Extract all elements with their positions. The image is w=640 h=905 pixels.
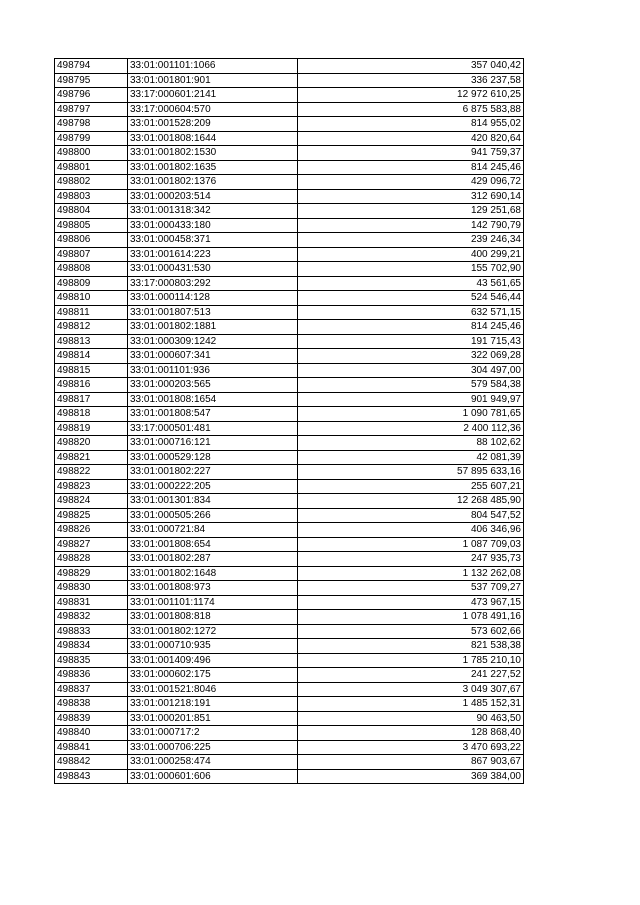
- cadastral-number-cell: 33:17:000501:481: [128, 421, 298, 436]
- cadastral-value-cell: 2 400 112,36: [298, 421, 524, 436]
- cadastral-number-cell: 33:01:000433:180: [128, 218, 298, 233]
- table-row: [55, 320, 524, 335]
- cadastral-number-cell: 33:01:000309:1242: [128, 334, 298, 349]
- row-id-cell: 498801: [55, 160, 128, 175]
- cadastral-number-cell: 33:01:000602:175: [128, 668, 298, 683]
- row-id-cell: 498814: [55, 349, 128, 364]
- cadastral-value-cell: 1 785 210,10: [298, 653, 524, 668]
- table-row: [55, 146, 524, 161]
- cadastral-value-cell: 429 096,72: [298, 175, 524, 190]
- cadastral-number-cell: 33:01:000203:565: [128, 378, 298, 393]
- cadastral-value-cell: 804 547,52: [298, 508, 524, 523]
- table-row: [55, 537, 524, 552]
- cadastral-number-cell: 33:01:001808:654: [128, 537, 298, 552]
- row-id-cell: 498840: [55, 726, 128, 741]
- row-id-cell: 498821: [55, 450, 128, 465]
- table-row: [55, 740, 524, 755]
- cadastral-value-cell: 814 245,46: [298, 160, 524, 175]
- row-id-cell: 498835: [55, 653, 128, 668]
- cadastral-number-cell: 33:17:000803:292: [128, 276, 298, 291]
- row-id-cell: 498798: [55, 117, 128, 132]
- table-row: [55, 436, 524, 451]
- cadastral-value-cell: 304 497,00: [298, 363, 524, 378]
- row-id-cell: 498823: [55, 479, 128, 494]
- cadastral-number-cell: 33:01:000716:121: [128, 436, 298, 451]
- row-id-cell: 498811: [55, 305, 128, 320]
- table-row: [55, 639, 524, 654]
- cadastral-value-cell: 43 561,65: [298, 276, 524, 291]
- row-id-cell: 498841: [55, 740, 128, 755]
- cadastral-value-cell: 632 571,15: [298, 305, 524, 320]
- row-id-cell: 498834: [55, 639, 128, 654]
- cadastral-value-cell: 191 715,43: [298, 334, 524, 349]
- cadastral-number-cell: 33:01:000607:341: [128, 349, 298, 364]
- row-id-cell: 498825: [55, 508, 128, 523]
- cadastral-value-cell: 524 546,44: [298, 291, 524, 306]
- cadastral-number-cell: 33:17:000601:2141: [128, 88, 298, 103]
- cadastral-value-cell: 336 237,58: [298, 73, 524, 88]
- table-row: [55, 117, 524, 132]
- cadastral-number-cell: 33:01:000601:606: [128, 769, 298, 784]
- row-id-cell: 498819: [55, 421, 128, 436]
- table-row: [55, 479, 524, 494]
- cadastral-number-cell: 33:01:001802:1648: [128, 566, 298, 581]
- row-id-cell: 498832: [55, 610, 128, 625]
- table-row: [55, 247, 524, 262]
- table-row: [55, 508, 524, 523]
- table-row: [55, 189, 524, 204]
- cadastral-number-cell: 33:01:000258:474: [128, 755, 298, 770]
- row-id-cell: 498816: [55, 378, 128, 393]
- table-row: [55, 450, 524, 465]
- table-body: [55, 59, 524, 784]
- cadastral-value-cell: 241 227,52: [298, 668, 524, 683]
- cadastral-number-cell: 33:01:000710:935: [128, 639, 298, 654]
- cadastral-value-cell: 12 268 485,90: [298, 494, 524, 509]
- row-id-cell: 498796: [55, 88, 128, 103]
- cadastral-number-cell: 33:01:000529:128: [128, 450, 298, 465]
- cadastral-value-cell: 12 972 610,25: [298, 88, 524, 103]
- cadastral-value-cell: 1 485 152,31: [298, 697, 524, 712]
- cadastral-number-cell: 33:01:000114:128: [128, 291, 298, 306]
- cadastral-value-cell: 1 087 709,03: [298, 537, 524, 552]
- table-row: [55, 262, 524, 277]
- cadastral-value-cell: 128 868,40: [298, 726, 524, 741]
- cadastral-value-cell: 814 245,46: [298, 320, 524, 335]
- row-id-cell: 498804: [55, 204, 128, 219]
- cadastral-number-cell: 33:01:000201:851: [128, 711, 298, 726]
- cadastral-number-cell: 33:01:001808:1644: [128, 131, 298, 146]
- cadastral-value-table: [54, 58, 524, 784]
- cadastral-value-cell: 142 790,79: [298, 218, 524, 233]
- cadastral-value-cell: 3 470 693,22: [298, 740, 524, 755]
- table-row: [55, 581, 524, 596]
- row-id-cell: 498833: [55, 624, 128, 639]
- cadastral-number-cell: 33:01:001808:547: [128, 407, 298, 422]
- cadastral-value-cell: 255 607,21: [298, 479, 524, 494]
- cadastral-number-cell: 33:01:001802:1376: [128, 175, 298, 190]
- cadastral-value-cell: 901 949,97: [298, 392, 524, 407]
- row-id-cell: 498812: [55, 320, 128, 335]
- cadastral-number-cell: 33:01:001218:191: [128, 697, 298, 712]
- row-id-cell: 498817: [55, 392, 128, 407]
- row-id-cell: 498794: [55, 59, 128, 74]
- row-id-cell: 498830: [55, 581, 128, 596]
- cadastral-number-cell: 33:01:000721:84: [128, 523, 298, 538]
- row-id-cell: 498805: [55, 218, 128, 233]
- row-id-cell: 498818: [55, 407, 128, 422]
- row-id-cell: 498807: [55, 247, 128, 262]
- table-row: [55, 291, 524, 306]
- row-id-cell: 498808: [55, 262, 128, 277]
- cadastral-number-cell: 33:01:000717:2: [128, 726, 298, 741]
- cadastral-number-cell: 33:01:001802:287: [128, 552, 298, 567]
- table-row: [55, 334, 524, 349]
- table-row: [55, 73, 524, 88]
- table-row: [55, 407, 524, 422]
- table-row: [55, 349, 524, 364]
- cadastral-value-cell: 369 384,00: [298, 769, 524, 784]
- table-row: [55, 102, 524, 117]
- row-id-cell: 498803: [55, 189, 128, 204]
- row-id-cell: 498809: [55, 276, 128, 291]
- cadastral-value-cell: 42 081,39: [298, 450, 524, 465]
- cadastral-value-cell: 88 102,62: [298, 436, 524, 451]
- cadastral-number-cell: 33:01:001808:973: [128, 581, 298, 596]
- row-id-cell: 498824: [55, 494, 128, 509]
- table-row: [55, 88, 524, 103]
- table-row: [55, 653, 524, 668]
- cadastral-value-cell: 357 040,42: [298, 59, 524, 74]
- row-id-cell: 498829: [55, 566, 128, 581]
- cadastral-number-cell: 33:01:001802:227: [128, 465, 298, 480]
- cadastral-value-cell: 322 069,28: [298, 349, 524, 364]
- cadastral-value-cell: 6 875 583,88: [298, 102, 524, 117]
- cadastral-value-cell: 941 759,37: [298, 146, 524, 161]
- cadastral-number-cell: 33:01:001802:1635: [128, 160, 298, 175]
- cadastral-value-cell: 239 246,34: [298, 233, 524, 248]
- cadastral-number-cell: 33:01:001521:8046: [128, 682, 298, 697]
- table-row: [55, 682, 524, 697]
- cadastral-value-cell: 1 078 491,16: [298, 610, 524, 625]
- table-row: [55, 697, 524, 712]
- cadastral-value-cell: 406 346,96: [298, 523, 524, 538]
- row-id-cell: 498831: [55, 595, 128, 610]
- cadastral-number-cell: 33:01:001614:223: [128, 247, 298, 262]
- cadastral-number-cell: 33:01:001802:1272: [128, 624, 298, 639]
- cadastral-number-cell: 33:01:001808:1654: [128, 392, 298, 407]
- table-row: [55, 465, 524, 480]
- cadastral-number-cell: 33:01:001528:209: [128, 117, 298, 132]
- row-id-cell: 498800: [55, 146, 128, 161]
- row-id-cell: 498813: [55, 334, 128, 349]
- table-row: [55, 610, 524, 625]
- row-id-cell: 498836: [55, 668, 128, 683]
- cadastral-number-cell: 33:17:000604:570: [128, 102, 298, 117]
- cadastral-value-cell: 579 584,38: [298, 378, 524, 393]
- cadastral-value-cell: 821 538,38: [298, 639, 524, 654]
- row-id-cell: 498837: [55, 682, 128, 697]
- row-id-cell: 498797: [55, 102, 128, 117]
- table-row: [55, 233, 524, 248]
- cadastral-number-cell: 33:01:001808:818: [128, 610, 298, 625]
- table-row: [55, 726, 524, 741]
- cadastral-value-cell: 1 090 781,65: [298, 407, 524, 422]
- cadastral-value-cell: 473 967,15: [298, 595, 524, 610]
- table-row: [55, 305, 524, 320]
- cadastral-value-cell: 155 702,90: [298, 262, 524, 277]
- table-row: [55, 552, 524, 567]
- cadastral-value-cell: 400 299,21: [298, 247, 524, 262]
- row-id-cell: 498806: [55, 233, 128, 248]
- cadastral-number-cell: 33:01:001301:834: [128, 494, 298, 509]
- table-row: [55, 494, 524, 509]
- cadastral-value-cell: 867 903,67: [298, 755, 524, 770]
- table-row: [55, 566, 524, 581]
- cadastral-number-cell: 33:01:000431:530: [128, 262, 298, 277]
- cadastral-value-cell: 3 049 307,67: [298, 682, 524, 697]
- cadastral-value-cell: 247 935,73: [298, 552, 524, 567]
- row-id-cell: 498799: [55, 131, 128, 146]
- cadastral-value-cell: 814 955,02: [298, 117, 524, 132]
- cadastral-number-cell: 33:01:000505:266: [128, 508, 298, 523]
- table-row: [55, 175, 524, 190]
- cadastral-value-cell: 312 690,14: [298, 189, 524, 204]
- row-id-cell: 498810: [55, 291, 128, 306]
- table-row: [55, 363, 524, 378]
- table-row: [55, 392, 524, 407]
- row-id-cell: 498827: [55, 537, 128, 552]
- row-id-cell: 498826: [55, 523, 128, 538]
- row-id-cell: 498842: [55, 755, 128, 770]
- row-id-cell: 498795: [55, 73, 128, 88]
- table-row: [55, 276, 524, 291]
- row-id-cell: 498820: [55, 436, 128, 451]
- table-row: [55, 421, 524, 436]
- table-row: [55, 378, 524, 393]
- table-row: [55, 160, 524, 175]
- cadastral-number-cell: 33:01:000222:205: [128, 479, 298, 494]
- row-id-cell: 498815: [55, 363, 128, 378]
- table-row: [55, 59, 524, 74]
- cadastral-number-cell: 33:01:001807:513: [128, 305, 298, 320]
- cadastral-number-cell: 33:01:000706:225: [128, 740, 298, 755]
- cadastral-number-cell: 33:01:000458:371: [128, 233, 298, 248]
- row-id-cell: 498843: [55, 769, 128, 784]
- cadastral-number-cell: 33:01:001801:901: [128, 73, 298, 88]
- row-id-cell: 498828: [55, 552, 128, 567]
- cadastral-number-cell: 33:01:001802:1530: [128, 146, 298, 161]
- cadastral-value-cell: 573 602,66: [298, 624, 524, 639]
- table-row: [55, 711, 524, 726]
- cadastral-number-cell: 33:01:001101:936: [128, 363, 298, 378]
- cadastral-number-cell: 33:01:001802:1881: [128, 320, 298, 335]
- row-id-cell: 498802: [55, 175, 128, 190]
- row-id-cell: 498838: [55, 697, 128, 712]
- cadastral-number-cell: 33:01:000203:514: [128, 189, 298, 204]
- cadastral-number-cell: 33:01:001409:496: [128, 653, 298, 668]
- cadastral-value-cell: 90 463,50: [298, 711, 524, 726]
- cadastral-value-cell: 420 820,64: [298, 131, 524, 146]
- row-id-cell: 498839: [55, 711, 128, 726]
- cadastral-value-cell: 537 709,27: [298, 581, 524, 596]
- cadastral-value-cell: 57 895 633,16: [298, 465, 524, 480]
- table-row: [55, 218, 524, 233]
- cadastral-value-cell: 129 251,68: [298, 204, 524, 219]
- table-row: [55, 668, 524, 683]
- table-row: [55, 595, 524, 610]
- table-row: [55, 523, 524, 538]
- table-row: [55, 204, 524, 219]
- table-row: [55, 131, 524, 146]
- table-row: [55, 624, 524, 639]
- table-row: [55, 755, 524, 770]
- cadastral-value-cell: 1 132 262,08: [298, 566, 524, 581]
- cadastral-number-cell: 33:01:001101:1066: [128, 59, 298, 74]
- cadastral-number-cell: 33:01:001101:1174: [128, 595, 298, 610]
- row-id-cell: 498822: [55, 465, 128, 480]
- cadastral-number-cell: 33:01:001318:342: [128, 204, 298, 219]
- table-row: [55, 769, 524, 784]
